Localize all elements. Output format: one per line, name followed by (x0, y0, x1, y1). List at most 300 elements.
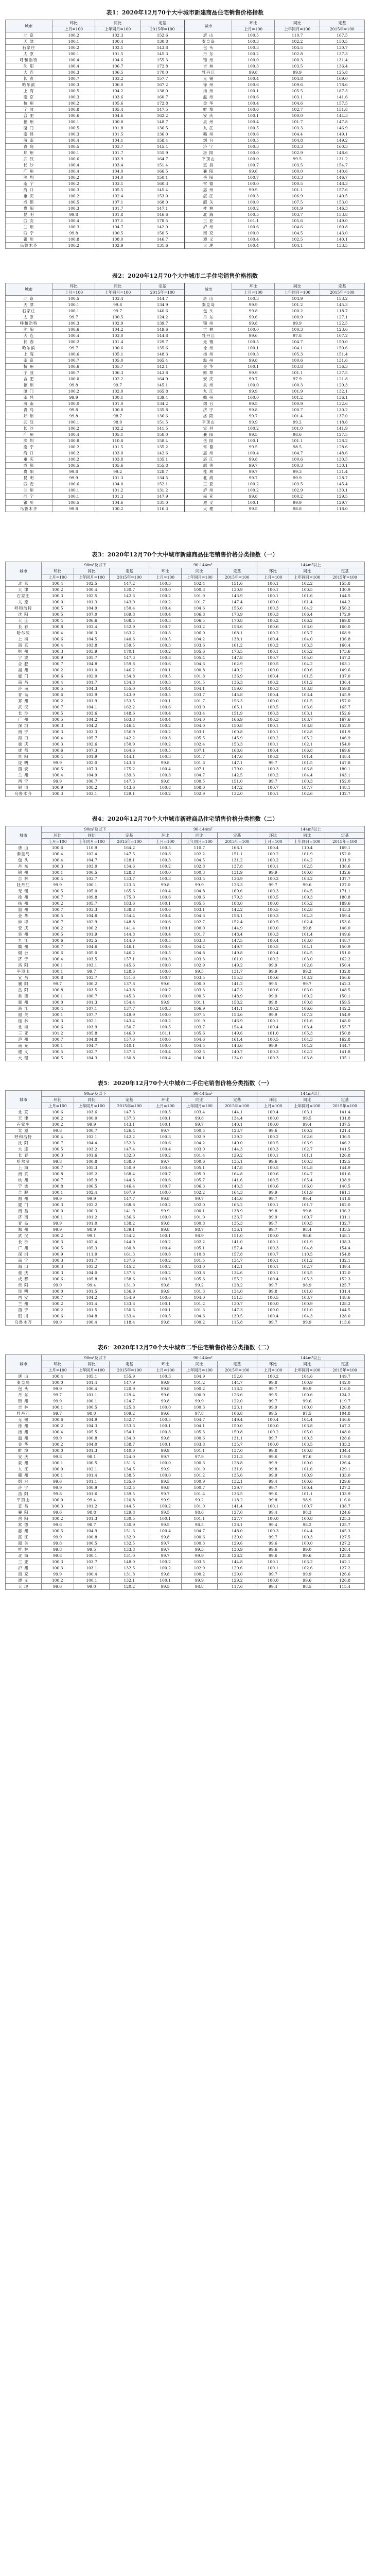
index-cell: 100.6 (275, 456, 320, 463)
index-cell: 162.2 (110, 704, 149, 710)
index-cell: 165.7 (325, 704, 365, 710)
index-cell: 106.0 (181, 630, 217, 636)
index-cell: 143.8 (110, 987, 149, 993)
table1-body (6, 32, 365, 249)
index-cell: 104.0 (181, 1295, 217, 1301)
index-cell: 103.5 (181, 975, 217, 981)
city-cell: 济 宁 (6, 1485, 42, 1491)
index-cell: 100.0 (41, 599, 74, 605)
index-cell: 105.7 (181, 1177, 217, 1183)
city-cell: 丹 东 (185, 314, 232, 320)
table4-header-row (6, 833, 365, 839)
city-cell: 秦皇岛 (6, 1380, 42, 1386)
index-cell: 106.8 (217, 1411, 257, 1417)
table1-header-row (6, 20, 365, 26)
index-cell: 102.4 (181, 581, 217, 587)
index-cell: 143.3 (217, 1183, 257, 1190)
index-cell: 100.4 (149, 1146, 182, 1153)
index-cell: 160.8 (217, 729, 257, 735)
index-cell: 100.6 (52, 364, 95, 370)
index-cell: 101.7 (74, 1258, 110, 1264)
index-cell: 104.6 (181, 661, 217, 667)
table-row (6, 1472, 365, 1479)
index-cell: 99.8 (41, 1454, 74, 1460)
index-cell: 99.8 (52, 469, 95, 475)
index-cell: 100.6 (232, 82, 275, 88)
index-cell: 128.6 (320, 444, 364, 450)
index-cell: 156.3 (217, 698, 257, 704)
index-cell: 100.4 (257, 1276, 289, 1282)
index-cell: 100.3 (41, 723, 74, 729)
index-cell: 100.6 (181, 1435, 217, 1442)
index-cell: 135.1 (140, 456, 185, 463)
table1-col-mom-2: 环比 (232, 20, 275, 26)
index-cell: 107.5 (181, 1012, 217, 1018)
index-cell: 100.6 (41, 1417, 74, 1423)
index-cell: 102.0 (74, 673, 110, 680)
index-cell: 144.7 (140, 296, 185, 302)
table-row (6, 1295, 365, 1301)
index-cell: 105.0 (95, 358, 140, 364)
index-cell: 147.8 (217, 1165, 257, 1171)
index-cell: 99.7 (149, 1454, 182, 1460)
table4-sub-7: 上月=100 (257, 839, 289, 845)
index-cell: 106.3 (95, 370, 140, 376)
index-cell: 104.7 (74, 1043, 110, 1049)
table4-sub-4: 上月=100 (149, 839, 182, 845)
index-cell: 100.0 (257, 667, 289, 673)
index-cell: 138.8 (110, 907, 149, 913)
index-cell: 100.6 (52, 351, 95, 358)
index-cell: 129.7 (140, 339, 185, 345)
index-cell: 103.1 (74, 1134, 110, 1140)
city-cell: 沈 阳 (6, 612, 42, 618)
index-cell: 100.5 (41, 1146, 74, 1153)
table-row (6, 45, 365, 51)
table-row (6, 1245, 365, 1251)
index-cell: 104.4 (289, 1417, 325, 1423)
index-cell: 100.2 (149, 593, 182, 599)
city-cell: 北 海 (6, 1024, 42, 1030)
index-cell: 147.8 (325, 760, 365, 766)
city-cell: 贵 阳 (6, 469, 52, 475)
index-cell: 99.9 (257, 1190, 289, 1196)
index-cell: 155.9 (110, 1374, 149, 1380)
city-cell: 北 海 (185, 475, 232, 481)
table-row (6, 1289, 365, 1295)
index-cell: 137.7 (110, 1006, 149, 1012)
index-cell: 136.4 (325, 680, 365, 686)
city-cell: 北 海 (6, 1553, 42, 1559)
index-cell: 103.0 (289, 987, 325, 993)
index-cell: 104.9 (74, 1417, 110, 1423)
index-cell: 100.2 (289, 1128, 325, 1134)
table4-col-7: 环比 (257, 833, 289, 839)
city-cell: 湛 江 (6, 1534, 42, 1540)
index-cell: 99.9 (149, 999, 182, 1006)
index-cell: 99.9 (41, 1196, 74, 1202)
index-cell: 129.6 (217, 1540, 257, 1547)
index-cell: 125.8 (110, 1404, 149, 1411)
city-cell: 南 京 (6, 642, 42, 649)
index-cell: 131.1 (217, 1435, 257, 1442)
index-cell: 100.2 (257, 618, 289, 624)
index-cell: 144.0 (110, 938, 149, 944)
city-cell: 包 头 (6, 1386, 42, 1392)
index-cell: 100.4 (257, 1313, 289, 1319)
index-cell: 99.9 (275, 320, 320, 327)
index-cell: 99.6 (41, 1584, 74, 1590)
index-cell: 168.1 (217, 845, 257, 851)
index-cell: 102.7 (74, 1049, 110, 1055)
index-cell: 100.5 (257, 1177, 289, 1183)
index-cell: 122.0 (217, 1398, 257, 1404)
table-row (6, 618, 365, 624)
index-cell: 100.6 (232, 107, 275, 113)
city-cell: 济 南 (6, 138, 52, 144)
index-cell: 165.8 (140, 388, 185, 395)
index-cell: 124.6 (325, 1510, 365, 1516)
index-cell: 100.8 (41, 975, 74, 981)
index-cell: 100.0 (257, 1516, 289, 1522)
index-cell: 99.6 (257, 1547, 289, 1553)
index-cell: 110.7 (181, 845, 217, 851)
index-cell: 100.8 (41, 987, 74, 993)
index-cell: 154.9 (325, 1012, 365, 1018)
index-cell: 130.5 (110, 1516, 149, 1522)
index-cell: 136.9 (110, 1289, 149, 1295)
index-cell: 100.5 (74, 1540, 110, 1547)
index-cell: 99.9 (41, 1319, 74, 1326)
table3-col-5: 同比 (181, 568, 217, 574)
index-cell: 99.0 (289, 1547, 325, 1553)
index-cell: 100.4 (74, 1571, 110, 1578)
table3-col-1: 环比 (41, 568, 74, 574)
index-cell: 100.4 (232, 119, 275, 125)
index-cell: 160.0 (325, 624, 365, 630)
index-cell: 99.8 (149, 778, 182, 785)
city-cell: 天 津 (6, 302, 52, 308)
index-cell: 138.0 (110, 1159, 149, 1165)
table-row (6, 88, 365, 94)
index-cell: 100.2 (232, 206, 275, 212)
index-cell: 100.0 (232, 181, 275, 187)
city-cell: 南 充 (185, 230, 232, 236)
index-cell: 98.5 (181, 1522, 217, 1528)
index-cell: 100.0 (41, 1466, 74, 1472)
index-cell: 101.2 (275, 395, 320, 401)
table-row (6, 413, 365, 419)
index-cell: 136.9 (217, 673, 257, 680)
index-cell: 100.4 (41, 754, 74, 760)
index-cell: 100.4 (149, 931, 182, 938)
city-cell: 西 宁 (6, 494, 52, 500)
index-cell: 99.7 (232, 413, 275, 419)
city-cell: 福 州 (6, 382, 52, 388)
table-row (6, 630, 365, 636)
index-cell: 127.2 (325, 1485, 365, 1491)
index-cell: 102.7 (275, 107, 320, 113)
index-cell: 100.3 (52, 206, 95, 212)
city-cell: 兰 州 (6, 1301, 42, 1307)
index-cell: 107.1 (181, 748, 217, 754)
index-cell: 100.5 (149, 673, 182, 680)
city-cell: 南 宁 (6, 729, 42, 735)
city-cell: 乌鲁木齐 (6, 791, 42, 797)
index-cell: 101.5 (74, 1307, 110, 1313)
index-cell: 161.6 (325, 1171, 365, 1177)
index-cell: 105.7 (74, 735, 110, 741)
index-cell: 99.0 (74, 1584, 110, 1590)
index-cell: 183.6 (110, 901, 149, 907)
index-cell: 168.9 (325, 630, 365, 636)
index-cell: 109.2 (110, 1411, 149, 1417)
table-row (6, 494, 365, 500)
index-cell: 145.3 (110, 993, 149, 999)
city-cell: 泸 州 (185, 224, 232, 230)
index-cell: 159.5 (110, 642, 149, 649)
table-row (6, 1522, 365, 1528)
index-cell: 100.1 (41, 870, 74, 876)
index-cell: 149.8 (217, 950, 257, 956)
table6-sub-8: 上年同月=100 (289, 1367, 325, 1374)
index-cell: 187.3 (320, 88, 364, 94)
index-cell: 100.4 (257, 950, 289, 956)
index-cell: 110.9 (74, 845, 110, 851)
table3-sub-9: 2015年=100 (325, 574, 365, 581)
table-row (6, 51, 365, 57)
table5-col-9: 定基 (325, 1097, 365, 1103)
index-cell: 130.9 (217, 1547, 257, 1553)
index-cell: 100.1 (149, 1423, 182, 1429)
index-cell: 158.4 (140, 138, 185, 144)
index-cell: 104.7 (275, 450, 320, 456)
index-cell: 105.2 (289, 649, 325, 655)
table-row (6, 845, 365, 851)
index-cell: 100.5 (149, 938, 182, 944)
table-row (6, 463, 365, 469)
index-cell: 131.8 (325, 1115, 365, 1122)
index-cell: 100.2 (52, 100, 95, 107)
city-cell: 金 华 (6, 913, 42, 919)
table-row (6, 125, 365, 131)
city-cell: 南 宁 (6, 444, 52, 450)
index-cell: 103.0 (289, 624, 325, 630)
city-cell: 襄 阳 (185, 432, 232, 438)
table-row (6, 469, 365, 475)
table-row (6, 888, 365, 894)
index-cell: 105.6 (181, 1030, 217, 1037)
index-cell: 135.6 (217, 1472, 257, 1479)
table-row (6, 314, 365, 320)
table-row (6, 1571, 365, 1578)
city-cell: 哈尔滨 (6, 630, 42, 636)
table3-col-2: 同比 (74, 568, 110, 574)
city-cell: 无 锡 (6, 1417, 42, 1423)
index-cell: 155.9 (140, 150, 185, 156)
index-cell: 101.5 (289, 698, 325, 704)
index-cell: 102.8 (289, 729, 325, 735)
index-cell: 104.3 (74, 1055, 110, 1061)
index-cell: 131.4 (320, 469, 364, 475)
index-cell: 100.4 (257, 938, 289, 944)
index-cell: 100.1 (74, 882, 110, 888)
index-cell: 148.7 (140, 119, 185, 125)
index-cell: 100.4 (41, 618, 74, 624)
index-cell: 106.8 (289, 766, 325, 772)
index-cell: 105.0 (289, 1429, 325, 1435)
city-cell: 大 连 (6, 618, 42, 624)
index-cell: 101.9 (289, 851, 325, 857)
index-cell: 99.9 (232, 388, 275, 395)
table-row (6, 667, 365, 673)
index-cell: 141.5 (325, 1146, 365, 1153)
index-cell: 144.9 (325, 1165, 365, 1171)
table-row (6, 754, 365, 760)
index-cell: 138.1 (217, 636, 257, 642)
index-cell: 127.0 (325, 882, 365, 888)
index-cell: 100.5 (275, 181, 320, 187)
table5-sub-2: 上年同月=100 (74, 1103, 110, 1109)
index-cell: 153.5 (110, 698, 149, 704)
index-cell: 100.2 (149, 863, 182, 870)
city-cell: 西 安 (6, 766, 42, 772)
index-cell: 100.6 (41, 950, 74, 956)
index-cell: 99.6 (149, 1411, 182, 1417)
index-cell: 100.5 (149, 1109, 182, 1115)
table-row (6, 1307, 365, 1313)
index-cell: 99.9 (149, 1289, 182, 1295)
index-cell: 99.5 (257, 1411, 289, 1417)
index-cell: 152.7 (110, 1417, 149, 1423)
index-cell: 100.7 (149, 987, 182, 993)
index-cell: 146.6 (140, 212, 185, 218)
index-cell: 148.7 (325, 938, 365, 944)
index-cell: 100.6 (257, 1171, 289, 1177)
index-cell: 100.2 (41, 1122, 74, 1128)
city-cell: 贵 阳 (6, 1282, 42, 1289)
index-cell: 100.6 (41, 1276, 74, 1282)
index-cell: 124.0 (110, 1454, 149, 1460)
table-row (6, 1128, 365, 1134)
index-cell: 100.6 (289, 1392, 325, 1398)
city-cell: 乌鲁木齐 (6, 243, 52, 249)
city-cell: 上 海 (6, 636, 42, 642)
index-cell: 100.4 (52, 138, 95, 144)
index-cell: 99.8 (289, 925, 325, 931)
index-cell: 100.5 (149, 692, 182, 698)
city-cell: 泉 州 (6, 931, 42, 938)
index-cell: 105.5 (74, 1429, 110, 1435)
index-cell: 100.7 (52, 76, 95, 82)
index-cell: 99.7 (149, 1128, 182, 1134)
table-row (6, 1159, 365, 1165)
index-cell: 103.2 (289, 876, 325, 882)
index-cell: 100.3 (232, 45, 275, 51)
index-cell: 101.2 (181, 1380, 217, 1386)
index-cell: 100.2 (257, 1006, 289, 1012)
index-cell: 99.8 (181, 1115, 217, 1122)
table-row (6, 351, 365, 358)
index-cell: 151.5 (140, 419, 185, 426)
index-cell: 102.2 (95, 376, 140, 382)
city-cell: 襄 阳 (6, 981, 42, 987)
index-cell: 100.4 (149, 717, 182, 723)
index-cell: 100.3 (232, 296, 275, 302)
table-row (6, 1153, 365, 1159)
index-cell: 103.4 (289, 1024, 325, 1030)
index-cell: 134.6 (217, 1270, 257, 1276)
table3-subheader-row (6, 574, 365, 581)
index-cell: 153.3 (110, 1423, 149, 1429)
index-cell: 148.0 (325, 1429, 365, 1435)
city-cell: 徐 州 (185, 345, 232, 351)
index-cell: 100.7 (41, 661, 74, 667)
city-cell: 唐 山 (185, 296, 232, 302)
index-cell: 104.6 (289, 1374, 325, 1380)
index-cell: 104.4 (74, 1140, 110, 1146)
index-cell: 99.9 (257, 1472, 289, 1479)
index-cell: 152.0 (325, 851, 365, 857)
index-cell: 100.2 (257, 851, 289, 857)
index-cell: 100.3 (257, 717, 289, 723)
index-cell: 101.9 (181, 593, 217, 599)
index-cell: 132.1 (217, 1479, 257, 1485)
index-cell: 101.0 (74, 667, 110, 673)
table-row (6, 1454, 365, 1460)
index-cell: 157.0 (325, 698, 365, 704)
index-cell: 143.4 (110, 1018, 149, 1024)
index-cell: 149.7 (217, 944, 257, 950)
index-cell: 142.3 (325, 981, 365, 987)
index-cell: 99.8 (41, 1553, 74, 1559)
index-cell: 100.3 (149, 754, 182, 760)
table5-col-city: 城市 (6, 1091, 42, 1109)
table2-col-city: 城市 (6, 283, 52, 296)
index-cell: 111.0 (74, 1251, 110, 1258)
index-cell: 99.8 (52, 230, 95, 236)
index-cell: 107.1 (74, 1006, 110, 1012)
index-cell: 100.5 (257, 907, 289, 913)
city-cell: 锦 州 (6, 1398, 42, 1404)
index-cell: 99.6 (232, 168, 275, 175)
index-cell: 100.5 (232, 339, 275, 345)
index-cell: 140.5 (320, 193, 364, 199)
index-cell: 138.7 (325, 1503, 365, 1510)
city-cell: 杭 州 (6, 1177, 42, 1183)
index-cell: 179.3 (217, 894, 257, 901)
table4-sub-3: 2015年=100 (110, 839, 149, 845)
index-cell: 100.7 (41, 1177, 74, 1183)
table-row (6, 57, 365, 63)
city-cell: 郑 州 (6, 1227, 42, 1233)
index-cell: 102.0 (95, 388, 140, 395)
table-row (6, 212, 365, 218)
index-cell: 118.6 (320, 419, 364, 426)
city-cell: 无 锡 (185, 76, 232, 82)
index-cell: 100.2 (257, 680, 289, 686)
index-cell: 100.6 (41, 1109, 74, 1115)
index-cell: 99.6 (289, 1578, 325, 1584)
index-cell: 104.0 (95, 481, 140, 487)
table5-sub-7: 上月=100 (257, 1103, 289, 1109)
city-cell: 太 原 (6, 1128, 42, 1134)
index-cell: 100.4 (289, 1485, 325, 1491)
index-cell: 100.4 (41, 1374, 74, 1380)
index-cell: 108.0 (181, 785, 217, 791)
index-cell: 100.6 (149, 704, 182, 710)
index-cell: 101.3 (181, 1289, 217, 1295)
